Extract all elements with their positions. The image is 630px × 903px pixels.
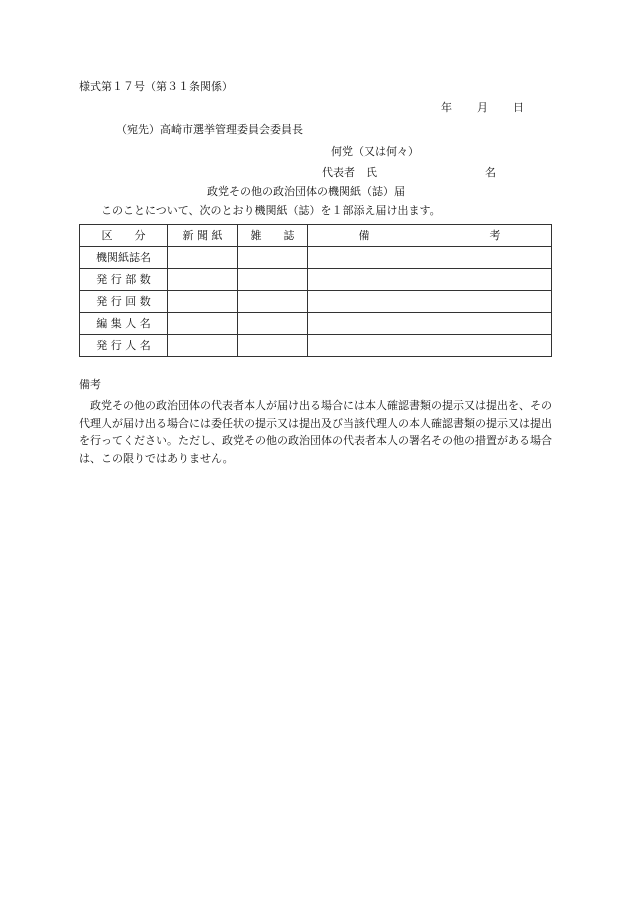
cell-magazine[interactable] <box>238 269 308 291</box>
row-label-publisher: 発 行 人 名 <box>80 335 168 357</box>
header-remarks-left: 備 <box>358 228 370 242</box>
cell-newspaper[interactable] <box>168 291 238 313</box>
form-number: 様式第１７号（第３１条関係） <box>79 80 233 93</box>
notes-body: 政党その他の政治団体の代表者本人が届け出る場合には本人確認書類の提示又は提出を、その代理人が届け出る場合には委任状の提示又は提出及び当該代理人の本人確認書類の提示又は提出を行ってください。ただし、政党その他の政治団体の代表者本人の署名その他の措置がある場合は、この限りではありません。 <box>79 399 552 465</box>
notes-heading: 備考 <box>79 378 101 391</box>
date-month-label: 月 <box>477 101 488 114</box>
row-label-editor: 編 集 人 名 <box>80 313 168 335</box>
addressee: （宛先）高崎市選挙管理委員会委員長 <box>116 123 303 136</box>
representative-name-suffix: 名 <box>485 166 496 179</box>
cell-remarks[interactable] <box>308 335 552 357</box>
cell-magazine[interactable] <box>238 335 308 357</box>
table-row <box>80 335 552 357</box>
table-row <box>80 269 552 291</box>
row-label-frequency: 発 行 回 数 <box>80 291 168 313</box>
intro-text: このことについて、次のとおり機関紙（誌）を１部添え届け出ます。 <box>101 204 441 217</box>
date-day-label: 日 <box>513 101 524 114</box>
header-newspaper: 新 聞 紙 <box>168 225 238 247</box>
cell-remarks[interactable] <box>308 247 552 269</box>
cell-magazine[interactable] <box>238 291 308 313</box>
cell-remarks[interactable] <box>308 291 552 313</box>
representative-label: 代表者 氏 <box>322 166 377 179</box>
table-row <box>80 313 552 335</box>
cell-newspaper[interactable] <box>168 247 238 269</box>
header-category: 区 分 <box>80 225 168 247</box>
header-remarks-right: 考 <box>489 228 501 242</box>
table-row <box>80 247 552 269</box>
party-name-line: 何党（又は何々） <box>331 145 419 158</box>
header-magazine: 雑 誌 <box>238 225 308 247</box>
registration-table <box>79 224 552 357</box>
cell-remarks[interactable] <box>308 313 552 335</box>
row-label-circulation: 発 行 部 数 <box>80 269 168 291</box>
date-year-label: 年 <box>441 101 452 114</box>
cell-newspaper[interactable] <box>168 269 238 291</box>
cell-newspaper[interactable] <box>168 313 238 335</box>
document-title: 政党その他の政治団体の機関紙（誌）届 <box>207 185 405 198</box>
table-row <box>80 291 552 313</box>
cell-magazine[interactable] <box>238 247 308 269</box>
cell-magazine[interactable] <box>238 313 308 335</box>
row-label-title: 機関紙誌名 <box>80 247 168 269</box>
table-header-row <box>80 225 552 247</box>
cell-newspaper[interactable] <box>168 335 238 357</box>
header-remarks <box>308 225 552 247</box>
cell-remarks[interactable] <box>308 269 552 291</box>
